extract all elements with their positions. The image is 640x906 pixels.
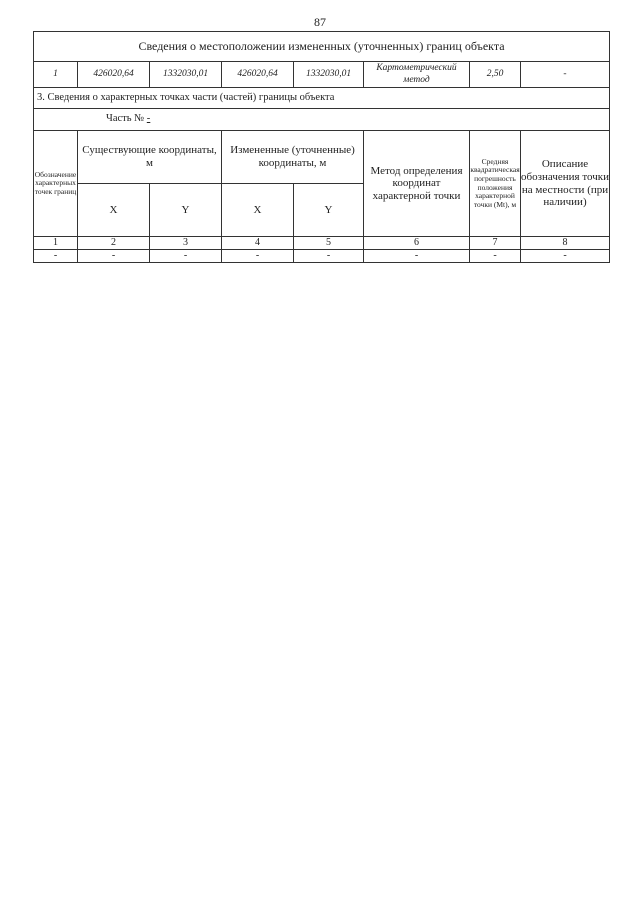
table-row	[34, 250, 610, 263]
column-number: 4	[222, 237, 294, 250]
column-number: 8	[521, 237, 610, 250]
method-cell: Картометрический метод	[364, 62, 470, 88]
table-cell: -	[222, 250, 294, 263]
header-accuracy: Средняя квадратическая погрешность положения характерной точки (Mt), м	[470, 131, 521, 237]
header-y-existing: Y	[150, 184, 222, 237]
column-number: 5	[294, 237, 364, 250]
header-x-changed: X	[222, 184, 294, 237]
x-changed-cell: 426020,64	[222, 62, 294, 88]
table-cell: -	[470, 250, 521, 263]
header-point-designation: Обозначение характерных точек границ	[34, 131, 78, 237]
table-cell: -	[78, 250, 150, 263]
page-number: 87	[314, 15, 326, 29]
row-number: 1	[34, 62, 78, 88]
section-title: Сведения о местоположении измененных (уточненных) границ объекта	[34, 32, 610, 62]
column-number: 1	[34, 237, 78, 250]
part-label: Часть №	[106, 113, 147, 125]
y-changed-cell: 1332030,01	[294, 62, 364, 88]
column-number: 7	[470, 237, 521, 250]
part-number-row	[34, 109, 610, 131]
x-existing-cell: 426020,64	[78, 62, 150, 88]
header-x-existing: X	[78, 184, 150, 237]
accuracy-cell: 2,50	[470, 62, 521, 88]
table-cell: -	[150, 250, 222, 263]
part-value: -	[146, 113, 151, 125]
header-method: Метод определения координат характерной точки	[364, 131, 470, 237]
column-number-row	[34, 237, 610, 250]
column-number: 3	[150, 237, 222, 250]
header-y-changed: Y	[294, 184, 364, 237]
table-cell: -	[34, 250, 78, 263]
column-number: 2	[78, 237, 150, 250]
table-cell: -	[294, 250, 364, 263]
boundary-data-row	[34, 62, 610, 88]
section3-title: 3. Сведения о характерных точках части (частей) границы объекта	[34, 88, 610, 109]
header-existing-coords: Существующие координаты, м	[78, 131, 222, 184]
description-cell: -	[521, 62, 610, 88]
header-changed-coords: Измененные (уточненные) координаты, м	[222, 131, 364, 184]
header-description: Описание обозначения точки на местности (при наличии)	[521, 131, 610, 237]
table-cell: -	[521, 250, 610, 263]
boundary-table	[33, 31, 610, 263]
column-number: 6	[364, 237, 470, 250]
y-existing-cell: 1332030,01	[150, 62, 222, 88]
table-cell: -	[364, 250, 470, 263]
